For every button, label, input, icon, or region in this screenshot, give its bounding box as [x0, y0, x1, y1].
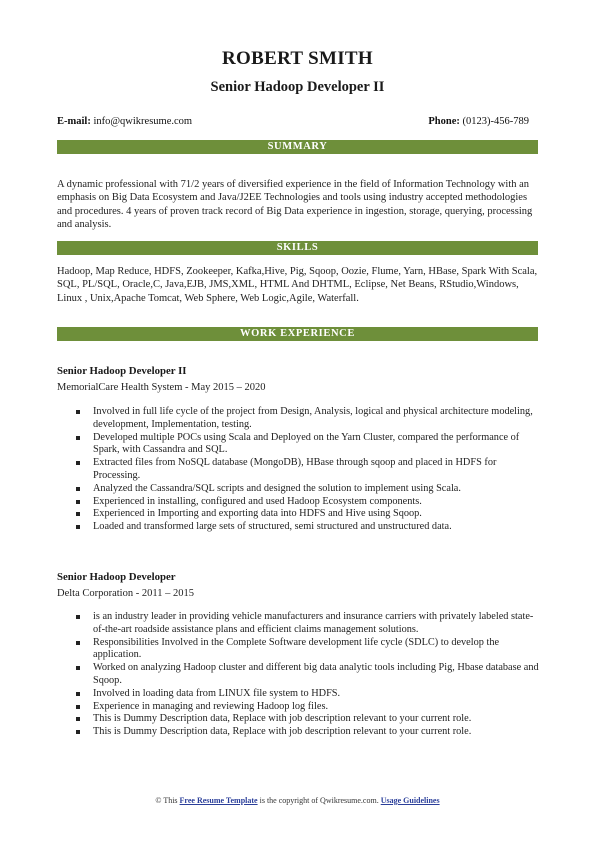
email-label: E-mail: — [57, 116, 91, 127]
candidate-name: ROBERT SMITH — [222, 48, 373, 69]
experience-heading: WORK EXPERIENCE — [57, 327, 538, 341]
free-template-link[interactable]: Free Resume Template — [179, 796, 258, 805]
summary-heading: SUMMARY — [57, 140, 538, 154]
list-item: Experience in managing and reviewing Hadoop log files. — [57, 701, 539, 714]
bullet-icon — [76, 717, 80, 721]
job-company-2: Delta Corporation - 2011 – 2015 — [57, 588, 194, 599]
copyright-footer — [0, 796, 595, 805]
job-title-2: Senior Hadoop Developer — [57, 571, 176, 583]
job-bullets-1 — [57, 406, 539, 534]
email-value: info@qwikresume.com — [93, 116, 193, 127]
job-bullets-2 — [57, 611, 539, 739]
phone-block — [428, 116, 529, 128]
bullet-icon — [76, 705, 80, 709]
summary-text: A dynamic professional with 71/2 years of diversified experience in the field of Information Technology with an emphasis on Big Data Ecosystem and Java/J2EE Technologies and tools using industry accepted methodologies and procedures. 4 years of proven track record of Big Data experience in ingestion, storage, querying, processing and analysis. — [57, 179, 533, 230]
list-item: Involved in loading data from LINUX file system to HDFS. — [57, 688, 539, 701]
bullet-icon — [76, 641, 80, 645]
skills-heading: SKILLS — [57, 241, 538, 255]
list-item: Analyzed the Cassandra/SQL scripts and designed the solution to implement using Scala. — [57, 483, 539, 496]
list-item: is an industry leader in providing vehicle manufacturers and insurance carriers with privately labeled state-of-the-art roadside assistance plans and efficient claims management solutions. — [57, 611, 539, 637]
list-item: Experienced in installing, configured and used Hadoop Ecosystem components. — [57, 496, 539, 509]
bullet-icon — [76, 730, 80, 734]
bullet-icon — [76, 461, 80, 465]
list-item: Responsibilities Involved in the Complete Software development life cycle (SDLC) to develop the application. — [57, 637, 539, 663]
list-item: Loaded and transformed large sets of structured, semi structured and unstructured data. — [57, 521, 539, 534]
bullet-icon — [76, 525, 80, 529]
job-company-1: MemorialCare Health System - May 2015 – 2020 — [57, 382, 266, 393]
bullet-icon — [76, 500, 80, 504]
bullet-icon — [76, 487, 80, 491]
list-item: This is Dummy Description data, Replace with job description relevant to your current role. — [57, 726, 539, 739]
list-item: Developed multiple POCs using Scala and Deployed on the Yarn Cluster, compared the performance of Spark, with Cassandra and SQL. — [57, 432, 539, 458]
phone-value: (0123)-456-789 — [462, 116, 529, 127]
list-item: This is Dummy Description data, Replace with job description relevant to your current role. — [57, 713, 539, 726]
list-item: Involved in full life cycle of the project from Design, Analysis, logical and physical architecture modeling, development, Implementation, testing. — [57, 406, 539, 432]
list-item: Worked on analyzing Hadoop cluster and different big data analytic tools including Pig, Hbase database and Sqoop. — [57, 662, 539, 688]
job-title-1: Senior Hadoop Developer II — [57, 365, 187, 377]
usage-guidelines-link[interactable]: Usage Guidelines — [380, 796, 440, 805]
bullet-icon — [76, 615, 80, 619]
list-item: Experienced in Importing and exporting data into HDFS and Hive using Sqoop. — [57, 508, 539, 521]
skills-text: Hadoop, Map Reduce, HDFS, Zookeeper, Kafka,Hive, Pig, Sqoop, Oozie, Flume, Yarn, HBase, Spark With Scala, SQL, PL/SQL, Oracle,C, Java,EJB, JMS,XML, HTML And DHTML, Eclipse, Net Beans, RStudio,Windows, Linux , Unix,Apache Tomcat, Web Sphere, Web Logic,Agile, Waterfall. — [57, 266, 538, 304]
bullet-icon — [76, 410, 80, 414]
list-item: Extracted files from NoSQL database (MongoDB), HBase through sqoop and placed in HDFS for Processing. — [57, 457, 539, 483]
candidate-title: Senior Hadoop Developer II — [210, 79, 385, 95]
footer-prefix: © This — [155, 796, 180, 805]
phone-label: Phone: — [428, 116, 460, 127]
bullet-icon — [76, 666, 80, 670]
footer-middle: is the copyright of Qwikresume.com. — [257, 796, 381, 805]
email-block — [57, 116, 192, 128]
bullet-icon — [76, 692, 80, 696]
bullet-icon — [76, 436, 80, 440]
bullet-icon — [76, 512, 80, 516]
